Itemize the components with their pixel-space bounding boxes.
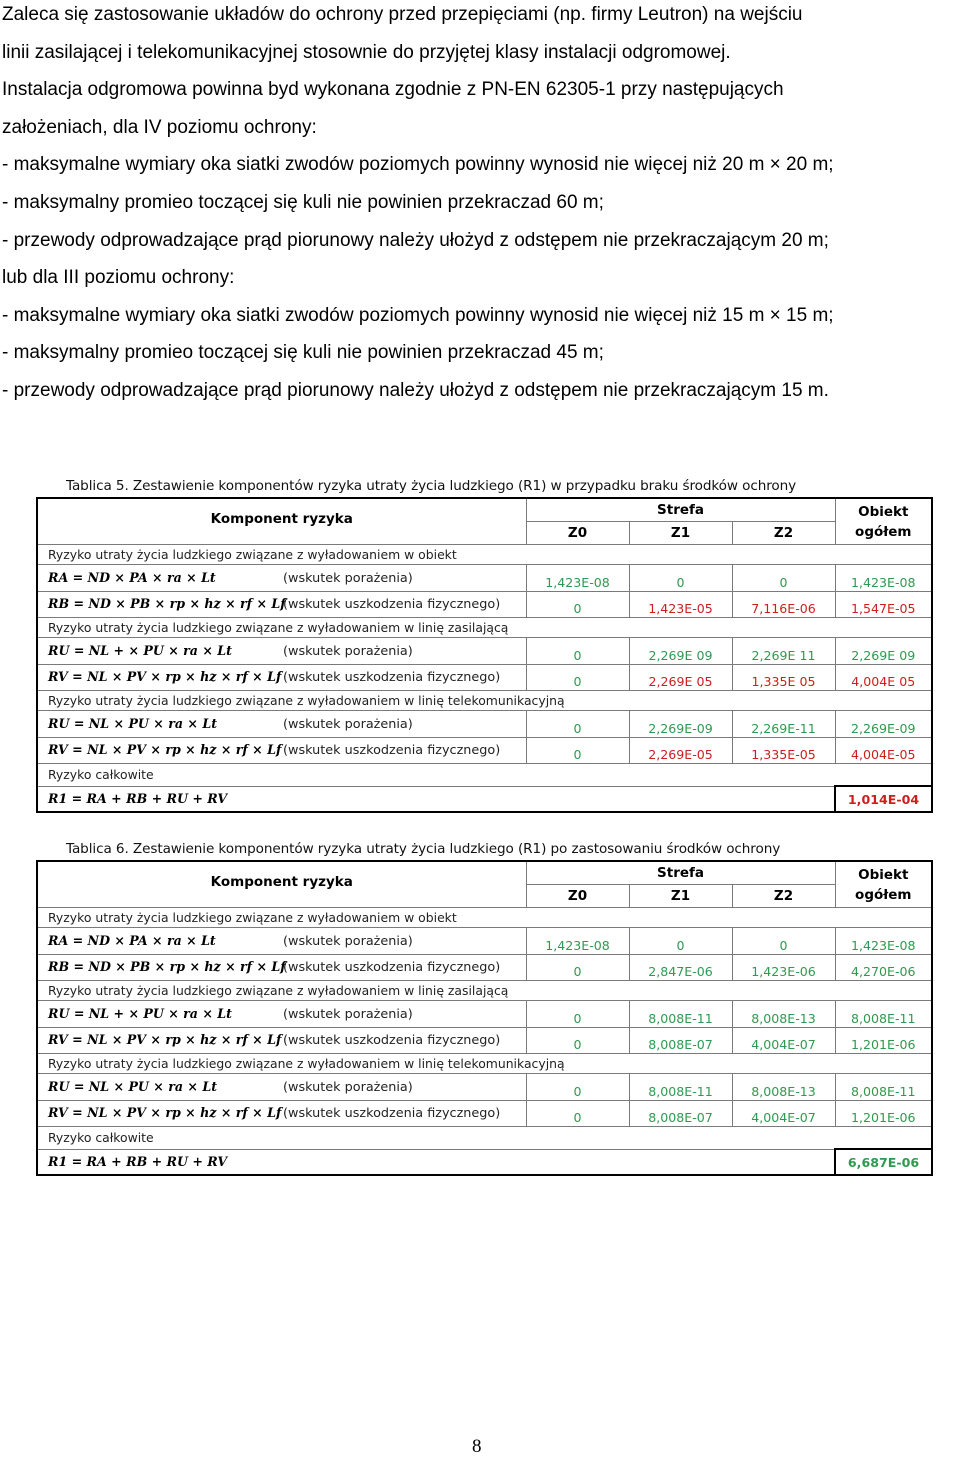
component-cell [37,737,526,764]
text-line: - maksymalny promieo toczącej się kuli nie powinien przekraczad 60 m; [2,191,604,213]
group-label: Ryzyko utraty życia ludzkiego związane z wyładowaniem w linię telekomunikacyjną [37,1054,932,1074]
description: (wskutek porażenia) [283,933,413,949]
value-cell: 0 [526,711,629,738]
header-obiekt-line: Obiekt [858,866,909,883]
header-strefa: Strefa [526,861,835,885]
value-cell: 0 [732,565,835,592]
group-label: Ryzyko utraty życia ludzkiego związane z wyładowaniem w linię zasilającą [37,981,932,1001]
value-cell: 1,423E-06 [732,954,835,981]
value-cell: 1,201E-06 [835,1027,932,1054]
description: (wskutek uszkodzenia fizycznego) [283,743,501,759]
formula: RU = NL × PU × ra × Lt [48,715,218,731]
description: (wskutek uszkodzenia fizycznego) [283,670,501,686]
header-komponent: Komponent ryzyka [37,861,526,908]
total-row [37,1149,932,1175]
table-row [37,1027,932,1054]
value-cell: 2,847E-06 [629,954,732,981]
table-caption: Tablica 6. Zestawienie komponentów ryzyka utraty życia ludzkiego (R1) po zastosowaniu środków ochrony [66,841,781,857]
total-row [37,786,932,812]
formula: RV = NL × PV × rp × hz × rf × Lf [48,742,282,758]
value-cell: 0 [526,1100,629,1127]
header-obiekt-line: ogółem [855,523,912,540]
value-cell: 0 [526,954,629,981]
value-cell: 2,269E 09 [629,638,732,665]
formula: R1 = RA + RB + RU + RV [48,791,228,807]
value-cell: 0 [526,1074,629,1101]
value-cell: 7,116E-06 [732,591,835,618]
component-cell [37,638,526,665]
value-cell: 8,008E-11 [835,1074,932,1101]
description: (wskutek porażenia) [283,570,413,586]
value-cell: 2,269E 05 [629,664,732,691]
value-cell: 2,269E-09 [835,711,932,738]
description: (wskutek uszkodzenia fizycznego) [283,1033,501,1049]
value-cell: 4,270E-06 [835,954,932,981]
text-line: linii zasilającej i telekomunikacyjnej stosownie do przyjętej klasy instalacji odgromowej. [2,41,731,63]
group-label: Ryzyko utraty życia ludzkiego związane z wyładowaniem w linię zasilającą [37,618,932,638]
header-komponent: Komponent ryzyka [37,498,526,545]
value-cell: 8,008E-11 [629,1074,732,1101]
text-line: Zaleca się zastosowanie układów do ochrony przed przepięciami (np. firmy Leutron) na wejściu [2,4,803,25]
value-cell: 0 [526,1027,629,1054]
description: (wskutek porażenia) [283,643,413,659]
value-cell: 1,423E-08 [526,928,629,955]
value-cell: 1,423E-08 [526,565,629,592]
formula: RB = ND × PB × rp × hz × rf × Lf [48,959,286,975]
table-row [37,711,932,738]
component-cell [37,1027,526,1054]
value-cell: 0 [526,638,629,665]
value-cell: 0 [629,565,732,592]
table-row [37,638,932,665]
formula: RV = NL × PV × rp × hz × rf × Lf [48,1032,282,1048]
header-z0: Z0 [526,885,629,908]
formula: RB = ND × PB × rp × hz × rf × Lf [48,596,286,612]
header-z0: Z0 [526,522,629,545]
header-z2: Z2 [732,522,835,545]
total-value: 1,014E-04 [835,786,932,812]
page-number: 8 [472,1436,482,1457]
value-cell: 2,269E 09 [835,638,932,665]
table-row [37,928,932,955]
group-label: Ryzyko utraty życia ludzkiego związane z wyładowaniem w linię telekomunikacyjną [37,691,932,711]
formula: RU = NL + × PU × ra × Lt [48,642,232,658]
header-strefa: Strefa [526,498,835,522]
value-cell: 2,269E-11 [732,711,835,738]
header-obiekt [835,861,932,908]
text-line: założeniach, dla IV poziomu ochrony: [2,116,317,138]
total-value: 6,687E-06 [835,1149,932,1175]
value-cell: 8,008E-13 [732,1001,835,1028]
group-label: Ryzyko całkowite [37,764,932,787]
table-row [37,1074,932,1101]
value-cell: 4,004E-07 [732,1027,835,1054]
component-cell [37,565,526,592]
value-cell: 8,008E-07 [629,1100,732,1127]
table-row [37,565,932,592]
component-cell [37,928,526,955]
value-cell: 8,008E-11 [835,1001,932,1028]
value-cell: 8,008E-13 [732,1074,835,1101]
formula: RU = NL + × PU × ra × Lt [48,1005,232,1021]
value-cell: 0 [526,1001,629,1028]
table-row [37,954,932,981]
header-obiekt-line: Obiekt [858,503,909,520]
table-row [37,1100,932,1127]
risk-table [36,860,933,1176]
value-cell: 8,008E-11 [629,1001,732,1028]
description: (wskutek porażenia) [283,1079,413,1095]
value-cell: 1,335E 05 [732,664,835,691]
component-cell [37,1100,526,1127]
component-cell [37,1074,526,1101]
value-cell: 1,423E-08 [835,928,932,955]
group-label: Ryzyko utraty życia ludzkiego związane z wyładowaniem w obiekt [37,908,932,928]
table-row [37,737,932,764]
component-cell [37,664,526,691]
value-cell: 1,335E-05 [732,737,835,764]
text-line: - maksymalne wymiary oka siatki zwodów poziomych powinny wynosid nie więcej niż 20 m × 20 m; [2,154,834,176]
text-line: - maksymalny promieo toczącej się kuli nie powinien przekraczad 45 m; [2,342,604,364]
component-cell [37,591,526,618]
value-cell: 0 [526,591,629,618]
table-row [37,591,932,618]
table-row [37,1001,932,1028]
description: (wskutek uszkodzenia fizycznego) [283,1106,501,1122]
group-label: Ryzyko utraty życia ludzkiego związane z wyładowaniem w obiekt [37,545,932,565]
value-cell: 1,423E-08 [835,565,932,592]
text-line: - przewody odprowadzające prąd piorunowy należy ułożyd z odstępem nie przekraczającym 20 m; [2,229,829,251]
formula: RA = ND × PA × ra × Lt [48,932,216,948]
component-cell [37,711,526,738]
description: (wskutek porażenia) [283,1006,413,1022]
formula: RU = NL × PU × ra × Lt [48,1078,218,1094]
component-cell [37,954,526,981]
header-z1: Z1 [629,522,732,545]
value-cell: 4,004E-05 [835,737,932,764]
value-cell: 1,547E-05 [835,591,932,618]
description: (wskutek uszkodzenia fizycznego) [283,597,501,613]
body-text [2,0,960,410]
value-cell: 4,004E 05 [835,664,932,691]
formula: R1 = RA + RB + RU + RV [48,1154,228,1170]
header-obiekt [835,498,932,545]
value-cell: 0 [629,928,732,955]
text-line: lub dla III poziomu ochrony: [2,267,235,289]
header-z2: Z2 [732,885,835,908]
description: (wskutek uszkodzenia fizycznego) [283,960,501,976]
header-obiekt-line: ogółem [855,886,912,903]
value-cell: 0 [732,928,835,955]
group-label: Ryzyko całkowite [37,1127,932,1150]
formula: RV = NL × PV × rp × hz × rf × Lf [48,1105,282,1121]
component-cell [37,1149,835,1175]
risk-table [36,497,933,813]
text-line: Instalacja odgromowa powinna byd wykonana zgodnie z PN-EN 62305-1 przy następujących [2,79,784,101]
component-cell [37,786,835,812]
value-cell: 4,004E-07 [732,1100,835,1127]
formula: RV = NL × PV × rp × hz × rf × Lf [48,669,282,685]
formula: RA = ND × PA × ra × Lt [48,569,216,585]
value-cell: 1,201E-06 [835,1100,932,1127]
text-line: - przewody odprowadzające prąd piorunowy należy ułożyd z odstępem nie przekraczającym 15 m. [2,379,829,401]
component-cell [37,1001,526,1028]
table-row [37,664,932,691]
header-z1: Z1 [629,885,732,908]
text-line: - maksymalne wymiary oka siatki zwodów poziomych powinny wynosid nie więcej niż 15 m × 15 m; [2,304,834,326]
value-cell: 8,008E-07 [629,1027,732,1054]
value-cell: 0 [526,737,629,764]
table-caption: Tablica 5. Zestawienie komponentów ryzyka utraty życia ludzkiego (R1) w przypadku braku środków ochrony [66,478,797,494]
value-cell: 1,423E-05 [629,591,732,618]
value-cell: 0 [526,664,629,691]
value-cell: 2,269E 11 [732,638,835,665]
description: (wskutek porażenia) [283,716,413,732]
value-cell: 2,269E-09 [629,711,732,738]
value-cell: 2,269E-05 [629,737,732,764]
